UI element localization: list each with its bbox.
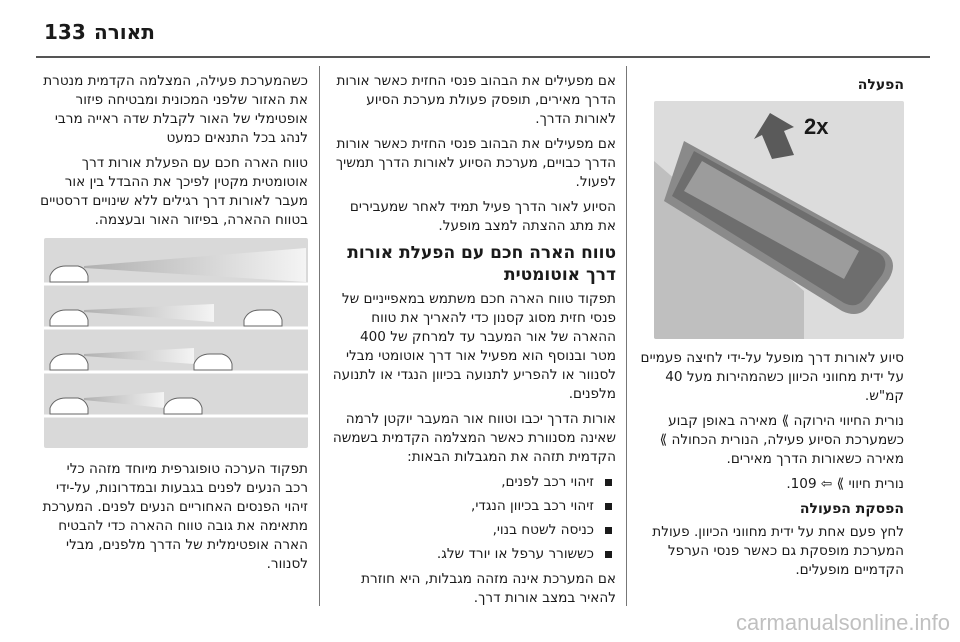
paragraph-deactivation: לחץ פעם אחת על ידית מחווני הכיוון. פעולת המערכת מופסקת גם כאשר פנסי הערפל הקדמיים מופעלים. [652, 524, 904, 578]
limitations-list [330, 473, 616, 564]
beam-range-figure [44, 238, 308, 448]
paragraph-flash-off: אם מפעילים את הבהוב פנסי החזית כאשר אורות הדרך כבויים, מערכת הסיוע לאורות הדרך תמשיך לפעול. [335, 136, 616, 190]
heading-activation: הפעלה [857, 77, 904, 93]
page-header [20, 14, 940, 50]
column-divider-right [626, 66, 627, 606]
column-divider-left [319, 66, 320, 606]
list-item: זיהוי רכב בכיוון הנגדי, [330, 497, 616, 516]
paragraph-ignition: הסיוע לאור הדרך פעיל תמיד לאחר שמעבירים את מתג ההצתה למצב מופעל. [349, 199, 616, 234]
page-number: 133 [44, 20, 86, 44]
column-right [638, 72, 904, 586]
arrow-up-icon [754, 113, 794, 159]
paragraph-limitations: אורות הדרך יכבו וטווח אור המעבר יוקטן לרמה שאינה מסנוורת כאשר המצלמה הקדמית בשמשה הקדמית תזהה את המגבלות הבאות: [332, 411, 616, 465]
watermark: carmanualsonline.info [735, 610, 950, 635]
list-item: כששורר ערפל או יורד שלג. [330, 545, 616, 564]
paragraph-activation-2: נורית החיווי הירוקה ⟫ מאירה באופן קבוע כשמערכת הסיוע פעילה, הנורית הכחולה ⟫ מאירה כשאורות הדרך מאירים. [659, 413, 904, 467]
heading-intelligent-light: טווח הארה חכם עם הפעלת אורות דרך אוטומטית [347, 243, 616, 285]
column-middle [330, 72, 616, 614]
paragraph-activation-3: נורית חיווי ⟫ ⇦ 109. [786, 476, 904, 492]
chapter-title: תאורה [94, 20, 155, 44]
paragraph-flash-on: אם מפעילים את הבהוב פנסי החזית כאשר אורות הדרך מאירים, תופסק פעולת מערכת הסיוע לאורות הדרך. [336, 73, 616, 127]
lever-illustration [654, 101, 904, 339]
lever-figure [654, 101, 904, 339]
list-item: זיהוי רכב לפנים, [330, 473, 616, 492]
header-rule [36, 56, 930, 58]
paragraph-camera: כשהמערכת פעילה, המצלמה הקדמית מנטרת את האזור שלפני המכונית ומבטיחה פיזור אופטימלי של האור לקבלת שדה ראייה מרבי לנהג בכל התנאים כמעט [43, 73, 308, 146]
paragraph-intelligent-light: תפקוד טווח הארה חכם משתמש במאפייניים של פנסי חזית מסוג קסנון כדי להאריך את טווח ההארה של אור המעבר עד למרחק של 400 מטר ובנוסף הוא מפעיל אור דרך אוטומטי מבלי לסנוור או להפריע לתנועה בכיוון הנגדי או לתנועה מלפנים. [332, 291, 616, 402]
column-left [40, 72, 308, 580]
heading-deactivation: הפסקת הפעולה [799, 501, 904, 517]
figure-2x-label: 2x [804, 114, 829, 139]
paragraph-activation-1: סיוע לאורות דרך מופעל על-ידי לחיצה פעמיים על ידית מחווני הכיוון כשהמהירות מעל 40 קמ"ש. [640, 350, 904, 404]
paragraph-difference: טווח הארה חכם עם הפעלת אורות דרך אוטומטית מקטין לפיכך את ההבדל בין אור מעבר לאורות דרך רגילים ללא שינויים דרסטיים בטווח ההארה, בפיזור האור ובעצמה. [40, 155, 308, 228]
paragraph-return: אם המערכת אינה מזהה מגבלות, היא חוזרת להאיר במצב אורות דרך. [361, 571, 616, 606]
paragraph-topographic: תפקוד הערכה טופוגרפית מיוחד מזהה כלי רכב הנעים לפנים בגבעות ובמדרונות, על-ידי זיהוי הפנסים האחוריים הנעים לפנים. המערכת מתאימה את גובה טווח ההארה כדי להבטיח הארה אופטימלית של הדרך מלפנים, מבלי לסנוור. [42, 461, 308, 572]
beam-range-illustration [44, 238, 308, 448]
list-item: כניסה לשטח בנוי, [330, 521, 616, 540]
